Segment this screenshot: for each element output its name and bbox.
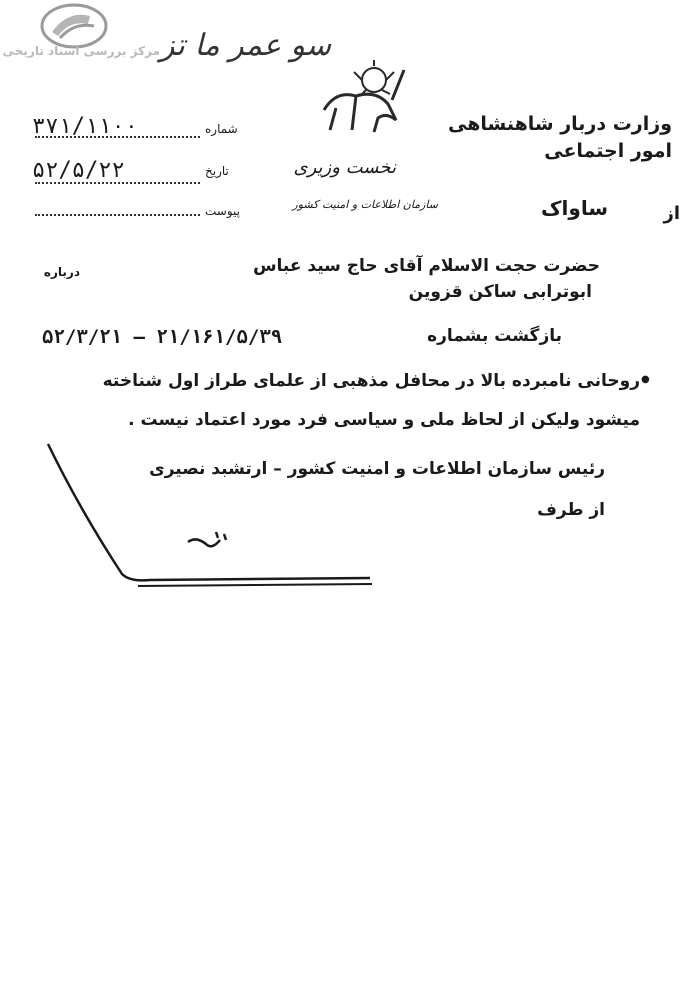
number-label: شماره [205, 122, 238, 136]
body-line: روحانی نامبرده بالا در محافل مذهبی از علمای طراز اول شناخته [102, 371, 640, 391]
body-line: میشود ولیکن از لحاظ ملی و سیاسی فرد مورد اعتماد نیست . [128, 410, 640, 430]
attachment-dotted-line [35, 214, 200, 216]
watermark-text: مرکز بررسی اسناد تاریخی [2, 44, 160, 58]
date-value: ۵۲/۵/۲۲ [32, 158, 125, 183]
organization-line: سازمان اطلاعات و امنیت کشور [292, 198, 438, 211]
office-stamp-text: نخست وزیری [293, 157, 396, 178]
number-dotted-line [35, 136, 200, 138]
date-dotted-line [35, 182, 200, 184]
from-label: از [663, 203, 680, 224]
handwritten-signature [40, 440, 380, 600]
bullet-dot-icon: ● [641, 374, 650, 385]
reference-line: بازگشت بشماره [427, 326, 562, 346]
signature-subline: از طرف [537, 500, 605, 520]
from-value: ساواک [541, 196, 608, 220]
handwritten-note: سو عمر ما تز [160, 28, 332, 63]
book-logo-icon [38, 2, 110, 50]
reference-numbers: ۵۲/۳/۲۱ – ۲۱/۱۶۱/۵/۳۹ [42, 326, 283, 348]
department-title: امور اجتماعی [544, 140, 672, 162]
subject-label: درباره [43, 265, 80, 279]
attachment-label: پیوست [205, 204, 240, 218]
number-value: ۳۷۱/۱۱۰۰ [32, 114, 138, 139]
subject-line: حضرت حجت الاسلام آقای حاج سید عباس [253, 256, 600, 276]
date-label: تاریخ [205, 164, 229, 178]
ministry-title: وزارت دربار شاهنشاهی [447, 113, 672, 135]
signature-title: رئیس سازمان اطلاعات و امنیت کشور – ارتشبد نصیری [149, 459, 605, 479]
lion-and-sun-emblem-icon [316, 60, 408, 138]
subject-line: ابوترابی ساکن قزوین [408, 282, 592, 302]
